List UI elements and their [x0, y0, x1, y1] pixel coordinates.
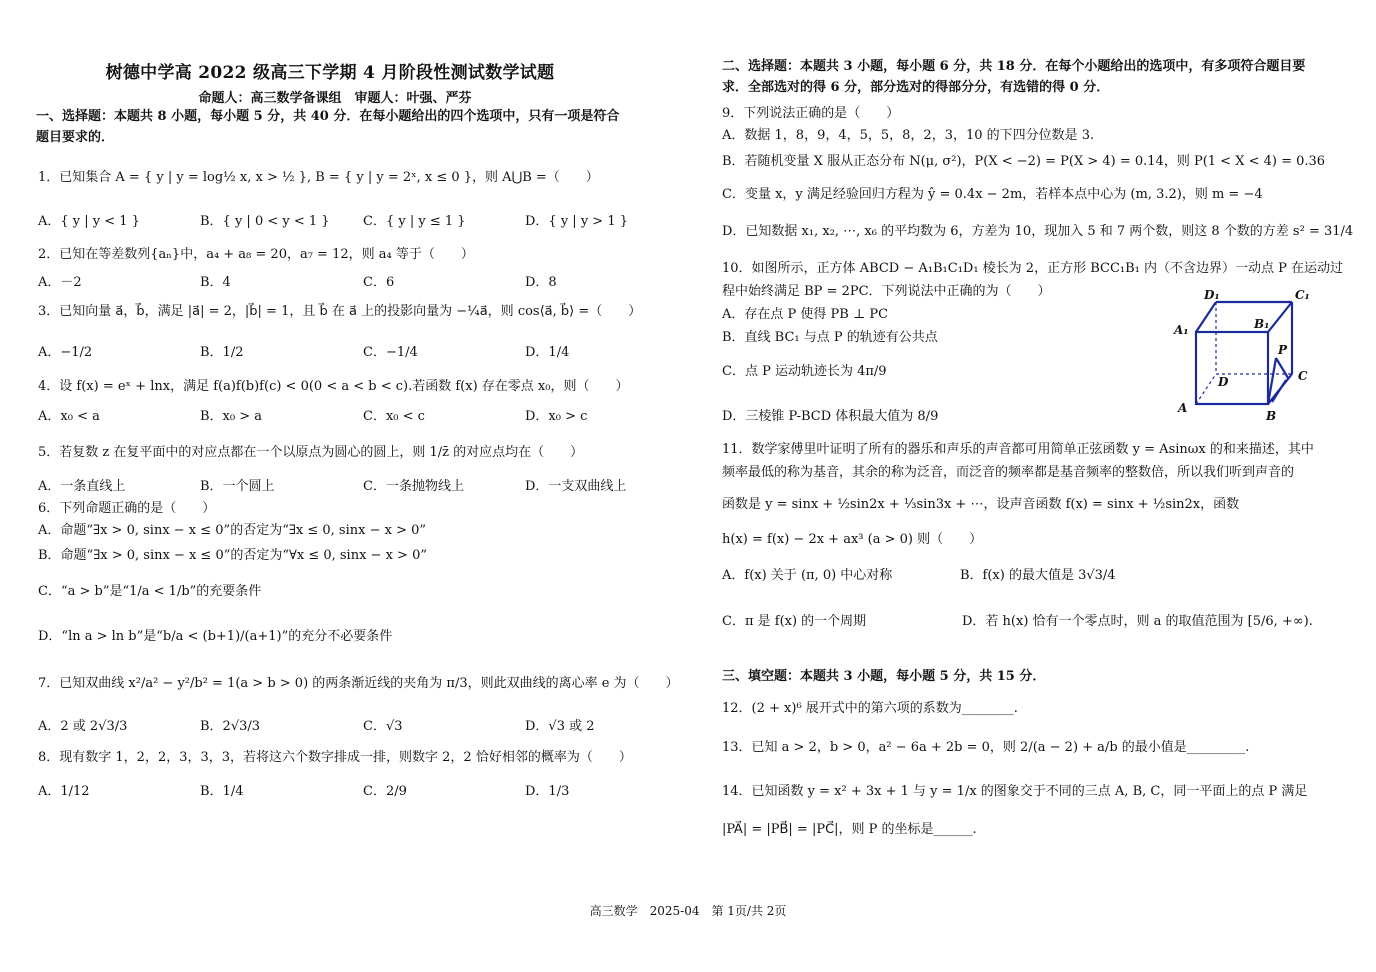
q9-option-b: B．若随机变量 X 服从正态分布 N(μ, σ²)，P(X < −2) = P(X > 4) = 0.14，则 P(1 < X < 4) = 0.36	[722, 154, 1326, 169]
cube-front-face	[1196, 332, 1268, 404]
q2-option-d: D．8	[525, 275, 557, 290]
label-b1: B₁	[1254, 317, 1270, 331]
q11-option-a: A．f(x) 关于 (π, 0) 中心对称	[722, 568, 893, 583]
edge-inner	[1272, 380, 1286, 402]
q10-option-a: A．存在点 P 使得 PB ⊥ PC	[722, 307, 889, 322]
q8-option-c: C．2/9	[363, 784, 407, 799]
q1-option-c: C．{ y | y ≤ 1 }	[363, 214, 466, 229]
section1-heading-line1: 一、选择题：本题共 8 小题，每小题 5 分，共 40 分．在每小题给出的四个选项中，只有一项是符合	[36, 109, 620, 124]
q6-option-a: A．命题“∃x > 0, sinx − x ≤ 0”的否定为“∃x ≤ 0, sinx − x > 0”	[38, 523, 427, 538]
q11-stem-line1: 11．数学家傅里叶证明了所有的器乐和声乐的声音都可用简单正弦函数 y = Asinωx 的和来描述，其中	[722, 442, 1314, 457]
q14-stem-line2: |PA⃗| = |PB⃗| = |PC⃗|，则 P 的坐标是______.	[722, 822, 977, 837]
q7-option-b: B．2√3/3	[200, 719, 261, 734]
label-c: C	[1298, 369, 1308, 383]
exam-title: 树德中学高 2022 级高三下学期 4 月阶段性测试数学试题	[105, 63, 555, 83]
q11-option-c: C．π 是 f(x) 的一个周期	[722, 614, 867, 629]
q10-option-c: C．点 P 运动轨迹长为 4π/9	[722, 364, 887, 379]
q7-option-d: D．√3 或 2	[525, 719, 595, 734]
q9-option-d: D．已知数据 x₁, x₂, ⋯, x₆ 的平均数为 6，方差为 10，现加入 5 和 7 两个数，则这 8 个数的方差 s² = 31/4	[722, 224, 1354, 239]
cube-edge-b1c1	[1268, 302, 1292, 332]
q1-option-d: D．{ y | y > 1 }	[525, 214, 628, 229]
q6-option-c: C．“a > b”是“1/a < 1/b”的充要条件	[38, 584, 262, 599]
q2-stem: 2．已知在等差数列{aₙ}中，a₄ + a₈ = 20，a₇ = 12，则 a₄ 等于（ ）	[38, 247, 474, 262]
q10-option-b: B．直线 BC₁ 与点 P 的轨迹有公共点	[722, 330, 938, 345]
q4-option-d: D．x₀ > c	[525, 409, 588, 424]
q4-stem: 4．设 f(x) = eˣ + lnx，满足 f(a)f(b)f(c) < 0(0 < a < b < c).若函数 f(x) 存在零点 x₀，则（ ）	[38, 379, 629, 394]
q7-option-a: A．2 或 2√3/3	[38, 719, 128, 734]
q7-option-c: C．√3	[363, 719, 403, 734]
q12-stem: 12．(2 + x)⁶ 展开式中的第六项的系数为________.	[722, 701, 1018, 716]
label-a: A	[1178, 401, 1188, 415]
q10-stem-line2: 程中始终满足 BP = 2PC．下列说法中正确的为（ ）	[722, 284, 1051, 299]
q5-option-c: C．一条抛物线上	[363, 479, 464, 494]
cube-figure	[1168, 284, 1318, 424]
q5-option-d: D．一支双曲线上	[525, 479, 627, 494]
q11-stem-line2: 频率最低的称为基音，其余的称为泛音，而泛音的频率都是基音频率的整数倍，所以我们听到声音的	[722, 465, 1295, 480]
q6-option-d: D．“ln a > ln b”是“b/a < (b+1)/(a+1)”的充分不必要条件	[38, 629, 393, 644]
q8-stem: 8．现有数字 1，2，2，3，3，3，若将这六个数字排成一排，则数字 2，2 恰好相邻的概率为（ ）	[38, 750, 632, 765]
q6-stem: 6．下列命题正确的是（ ）	[38, 501, 216, 516]
cube-edge-a1d1	[1196, 302, 1216, 332]
q9-stem: 9．下列说法正确的是（ ）	[722, 106, 900, 121]
exam-subtitle: 命题人：高三数学备课组 审题人：叶强、严芬	[198, 91, 472, 106]
q5-option-a: A．一条直线上	[38, 479, 126, 494]
q9-option-a: A．数据 1，8，9，4，5，5，8，2，3，10 的下四分位数是 3.	[722, 128, 1095, 143]
section2-heading-line1: 二、选择题：本题共 3 小题，每小题 6 分，共 18 分．在每个小题给出的选项中，有多项符合题目要	[722, 59, 1306, 74]
q13-stem: 13．已知 a > 2，b > 0，a² − 6a + 2b = 0，则 2/(a − 2) + a/b 的最小值是_________.	[722, 740, 1250, 755]
label-b: B	[1266, 409, 1277, 423]
q10-option-d: D．三棱锥 P-BCD 体积最大值为 8/9	[722, 409, 939, 424]
q4-option-a: A．x₀ < a	[38, 409, 100, 424]
section3-heading: 三、填空题：本题共 3 小题，每小题 5 分，共 15 分．	[722, 669, 1046, 684]
q5-option-b: B．一个圆上	[200, 479, 275, 494]
page-footer: 高三数学 2025-04 第 1页/共 2页	[589, 904, 787, 918]
q8-option-d: D．1/3	[525, 784, 570, 799]
label-d1: D₁	[1204, 288, 1220, 302]
q11-option-b: B．f(x) 的最大值是 3√3/4	[960, 568, 1116, 583]
q3-option-b: B．1/2	[200, 345, 244, 360]
q14-stem-line1: 14．已知函数 y = x² + 3x + 1 与 y = 1/x 的图象交于不同的三点 A, B, C，同一平面上的点 P 满足	[722, 784, 1308, 799]
q3-stem: 3．已知向量 a⃗，b⃗，满足 |a⃗| = 2，|b⃗| = 1，且 b⃗ 在 a⃗ 上的投影向量为 −¼a⃗，则 cos⟨a⃗, b⃗⟩ =（ ）	[38, 304, 642, 319]
q8-option-a: A．1/12	[38, 784, 90, 799]
label-c1: C₁	[1295, 288, 1310, 302]
q5-stem: 5．若复数 z 在复平面中的对应点都在一个以原点为圆心的圆上，则 1/z̄ 的对应点均在（ ）	[38, 445, 584, 460]
q10-stem-line1: 10．如图所示，正方体 ABCD − A₁B₁C₁D₁ 棱长为 2，正方形 BCC₁B₁ 内（不含边界）一动点 P 在运动过	[722, 261, 1344, 276]
label-p: P	[1278, 343, 1288, 357]
q1-option-a: A．{ y | y < 1 }	[38, 214, 140, 229]
section1-heading-line2: 题目要求的．	[36, 130, 115, 145]
edge-pc	[1276, 358, 1288, 378]
q2-option-a: A．－2	[38, 275, 82, 290]
q2-option-b: B．4	[200, 275, 231, 290]
label-a1: A₁	[1174, 323, 1189, 337]
q11-stem-line3: 函数是 y = sinx + ½sin2x + ⅓sin3x + ⋯，设声音函数 f(x) = sinx + ½sin2x，函数	[722, 497, 1240, 512]
q3-option-d: D．1/4	[525, 345, 570, 360]
q3-option-a: A．−1/2	[38, 345, 93, 360]
q1-option-b: B．{ y | 0 < y < 1 }	[200, 214, 330, 229]
section2-heading-line2: 求．全部选对的得 6 分，部分选对的得部分分，有选错的得 0 分．	[722, 80, 1110, 95]
q9-option-c: C．变量 x，y 满足经验回归方程为 ŷ = 0.4x − 2m，若样本点中心为 (m, 3.2)，则 m = −4	[722, 187, 1263, 202]
q3-option-c: C．−1/4	[363, 345, 418, 360]
q1-stem: 1．已知集合 A = { y | y = log½ x, x > ½ }, B = { y | y = 2ˣ, x ≤ 0 }，则 A⋃B =（ ）	[38, 170, 599, 185]
q2-option-c: C．6	[363, 275, 395, 290]
cube-hidden-edge-ad	[1196, 374, 1216, 404]
q8-option-b: B．1/4	[200, 784, 244, 799]
q11-option-d: D．若 h(x) 恰有一个零点时，则 a 的取值范围为 [5/6, +∞).	[962, 614, 1313, 629]
q4-option-b: B．x₀ > a	[200, 409, 263, 424]
label-d: D	[1218, 375, 1229, 389]
q7-stem: 7．已知双曲线 x²/a² − y²/b² = 1(a > b > 0) 的两条渐近线的夹角为 π/3，则此双曲线的离心率 e 为（ ）	[38, 676, 679, 691]
q11-stem-line4: h(x) = f(x) − 2x + ax³ (a > 0) 则（ ）	[722, 532, 983, 547]
q4-option-c: C．x₀ < c	[363, 409, 425, 424]
q6-option-b: B．命题“∃x > 0, sinx − x ≤ 0”的否定为“∀x ≤ 0, sinx − x > 0”	[38, 548, 427, 563]
